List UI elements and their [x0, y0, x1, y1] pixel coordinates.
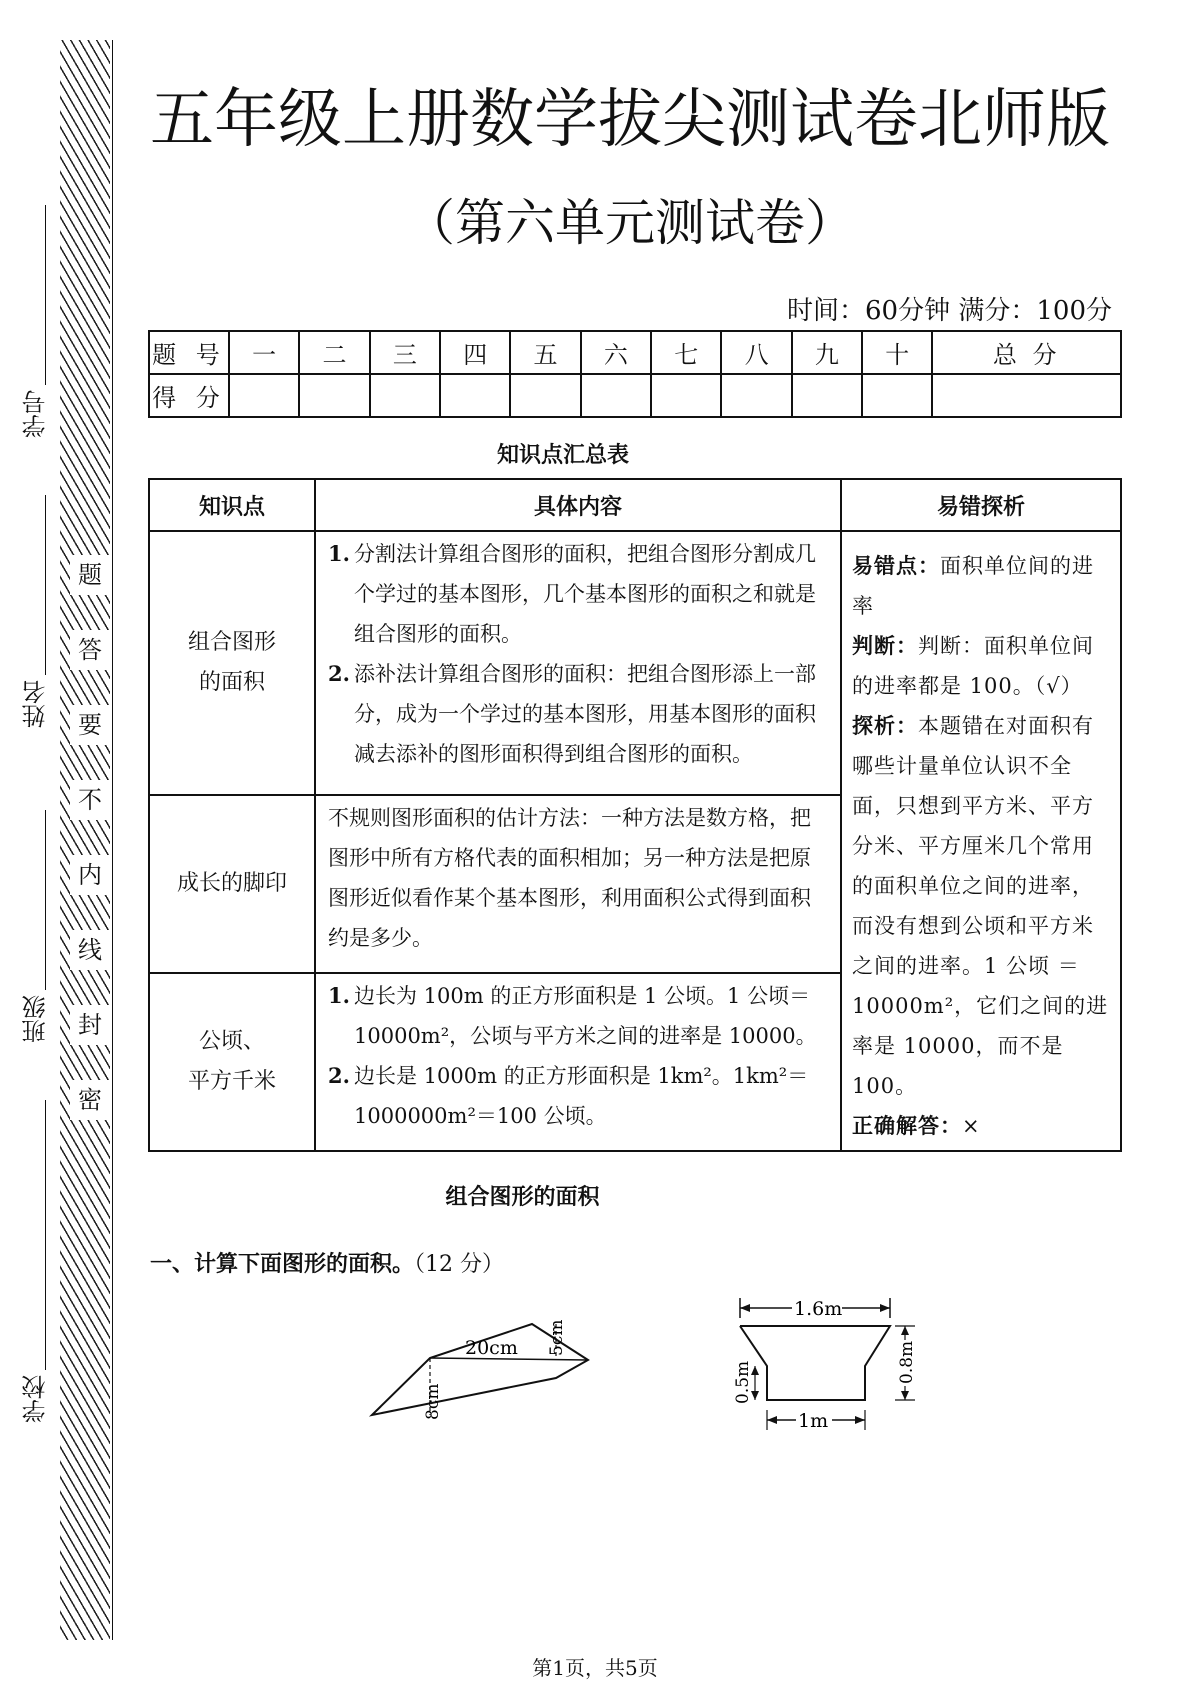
- knowledge-row: [149, 531, 1121, 795]
- content-item: [328, 976, 830, 1056]
- knowledge-header: 知识点: [149, 479, 315, 531]
- item-text: 分割法计算组合图形的面积，把组合图形分割成几个学过的基本图形，几个基本图形的面积之和就是组合图形的面积。: [354, 542, 816, 646]
- score-col: 二: [299, 331, 369, 374]
- knowledge-table: [148, 478, 1122, 1152]
- knowledge-header: 具体内容: [315, 479, 841, 531]
- label-8cm: 8cm: [423, 1383, 443, 1420]
- point-line: 成长的脚印: [176, 870, 287, 896]
- score-col: 六: [581, 331, 651, 374]
- score-cell[interactable]: [862, 374, 932, 417]
- time-info: 时间：60分钟 满分：100分: [787, 296, 1112, 326]
- score-col: 四: [440, 331, 510, 374]
- point-line: 组合图形: [187, 629, 276, 655]
- score-col: 五: [510, 331, 580, 374]
- page-title: 五年级上册数学拔尖测试卷北师版: [150, 83, 1110, 157]
- label-5cm: 5cm: [547, 1319, 567, 1356]
- seal-char: 封: [70, 1005, 110, 1045]
- question-label: 一、计算下面图形的面积。: [150, 1252, 415, 1277]
- score-cell[interactable]: [792, 374, 862, 417]
- score-row-label: 题 号: [149, 331, 229, 374]
- score-col: 八: [721, 331, 791, 374]
- item-number: 1.: [328, 982, 350, 1008]
- label-1.6m: 1.6m: [794, 1298, 843, 1320]
- page-footer: 第1页，共5页: [532, 1656, 658, 1680]
- content-item: [328, 654, 830, 774]
- seal-hatch-strip: [60, 40, 110, 1640]
- score-table: [148, 330, 1122, 418]
- score-cell[interactable]: [932, 374, 1121, 417]
- score-value-row: [149, 374, 1121, 417]
- seal-char: 答: [70, 630, 110, 670]
- label-20cm: 20cm: [465, 1337, 518, 1359]
- knowledge-point: [149, 795, 315, 973]
- score-cell[interactable]: [440, 374, 510, 417]
- funnel-outline: [740, 1326, 890, 1400]
- score-row-label: 得 分: [149, 374, 229, 417]
- knowledge-table-title: 知识点汇总表: [496, 443, 629, 468]
- question-points: （12 分）: [414, 1252, 505, 1277]
- label-0.5m: 0.5m: [733, 1360, 753, 1404]
- page-subtitle: （第六单元测试卷）: [405, 194, 855, 252]
- error-analysis: [841, 531, 1121, 1151]
- item-number: 1.: [328, 541, 350, 566]
- analysis-explore: 探析：本题错在对面积有哪些计量单位认识不全面，只想到平方米、平方分米、平方厘米几个常用的面积单位之间的进率，而没有想到公顷和平方米之间的进率。1 公顷 ＝ 10000m²，它们之间的进率是 10000，而不是 100。: [852, 713, 1109, 1098]
- point-line: 公顷、: [198, 1028, 265, 1054]
- id-line: [45, 205, 46, 385]
- figure-2-funnel: [710, 1280, 940, 1440]
- student-id-label: 学号: [22, 390, 50, 438]
- seal-char: 线: [70, 930, 110, 970]
- knowledge-header: 易错探析: [841, 479, 1121, 531]
- seal-char: 题: [70, 555, 110, 595]
- score-col: 九: [792, 331, 862, 374]
- score-cell[interactable]: [510, 374, 580, 417]
- knowledge-point: [149, 973, 315, 1151]
- item-text: 边长是 1000m 的正方形面积是 1km²。1km²＝1000000m²＝100 公顷。: [354, 1063, 809, 1128]
- school-label: 学校: [22, 1375, 50, 1423]
- score-col: 七: [651, 331, 721, 374]
- seal-char: 不: [70, 780, 110, 820]
- knowledge-content: [315, 973, 841, 1151]
- class-line: [45, 810, 46, 990]
- name-label: 姓名: [22, 680, 50, 728]
- figure-1-trapezoid: [360, 1310, 600, 1430]
- class-label: 班级: [22, 995, 50, 1043]
- score-cell[interactable]: [651, 374, 721, 417]
- score-col: 十: [862, 331, 932, 374]
- knowledge-point: [149, 531, 315, 795]
- section-title: 组合图形的面积: [445, 1185, 600, 1210]
- point-line: 平方千米: [187, 1068, 276, 1094]
- seal-char: 密: [70, 1080, 110, 1120]
- item-text: 添补法计算组合图形的面积：把组合图形添上一部分，成为一个学过的基本图形，用基本图形的面积减去添补的图形面积得到组合图形的面积。: [354, 662, 816, 766]
- knowledge-header-row: [149, 479, 1121, 531]
- content-item: [328, 1056, 830, 1136]
- score-cell[interactable]: [581, 374, 651, 417]
- score-cell[interactable]: [370, 374, 440, 417]
- score-cell[interactable]: [229, 374, 299, 417]
- label-0.8m: 0.8m: [897, 1340, 917, 1384]
- question-1: [150, 1247, 504, 1278]
- seal-border-line: [112, 40, 113, 1640]
- score-col: 三: [370, 331, 440, 374]
- item-number: 2.: [328, 661, 350, 686]
- school-line: [45, 1100, 46, 1370]
- analysis-judge: 判断：判断：面积单位间的进率都是 100。（√）: [852, 633, 1094, 698]
- item-number: 2.: [328, 1062, 350, 1088]
- score-cell[interactable]: [721, 374, 791, 417]
- score-header-row: [149, 331, 1121, 374]
- score-col: 一: [229, 331, 299, 374]
- seal-char: 内: [70, 855, 110, 895]
- content-item: [328, 534, 830, 654]
- item-text: 边长为 100m 的正方形面积是 1 公顷。1 公顷＝10000m²，公顷与平方米之间的进率是 10000。: [354, 983, 817, 1048]
- name-line: [45, 495, 46, 675]
- score-col: 总 分: [932, 331, 1121, 374]
- seal-char: 要: [70, 705, 110, 745]
- label-1m: 1m: [798, 1410, 829, 1432]
- knowledge-content: 不规则图形面积的估计方法：一种方法是数方格，把图形中所有方格代表的面积相加；另一种方法是把原图形近似看作某个基本图形，利用面积公式得到面积约是多少。: [315, 795, 841, 973]
- knowledge-content: [315, 531, 841, 795]
- point-line: 的面积: [198, 669, 265, 695]
- score-cell[interactable]: [299, 374, 369, 417]
- analysis-answer: 正确解答：×: [852, 1113, 981, 1138]
- analysis-point: 易错点：面积单位间的进率: [852, 553, 1094, 618]
